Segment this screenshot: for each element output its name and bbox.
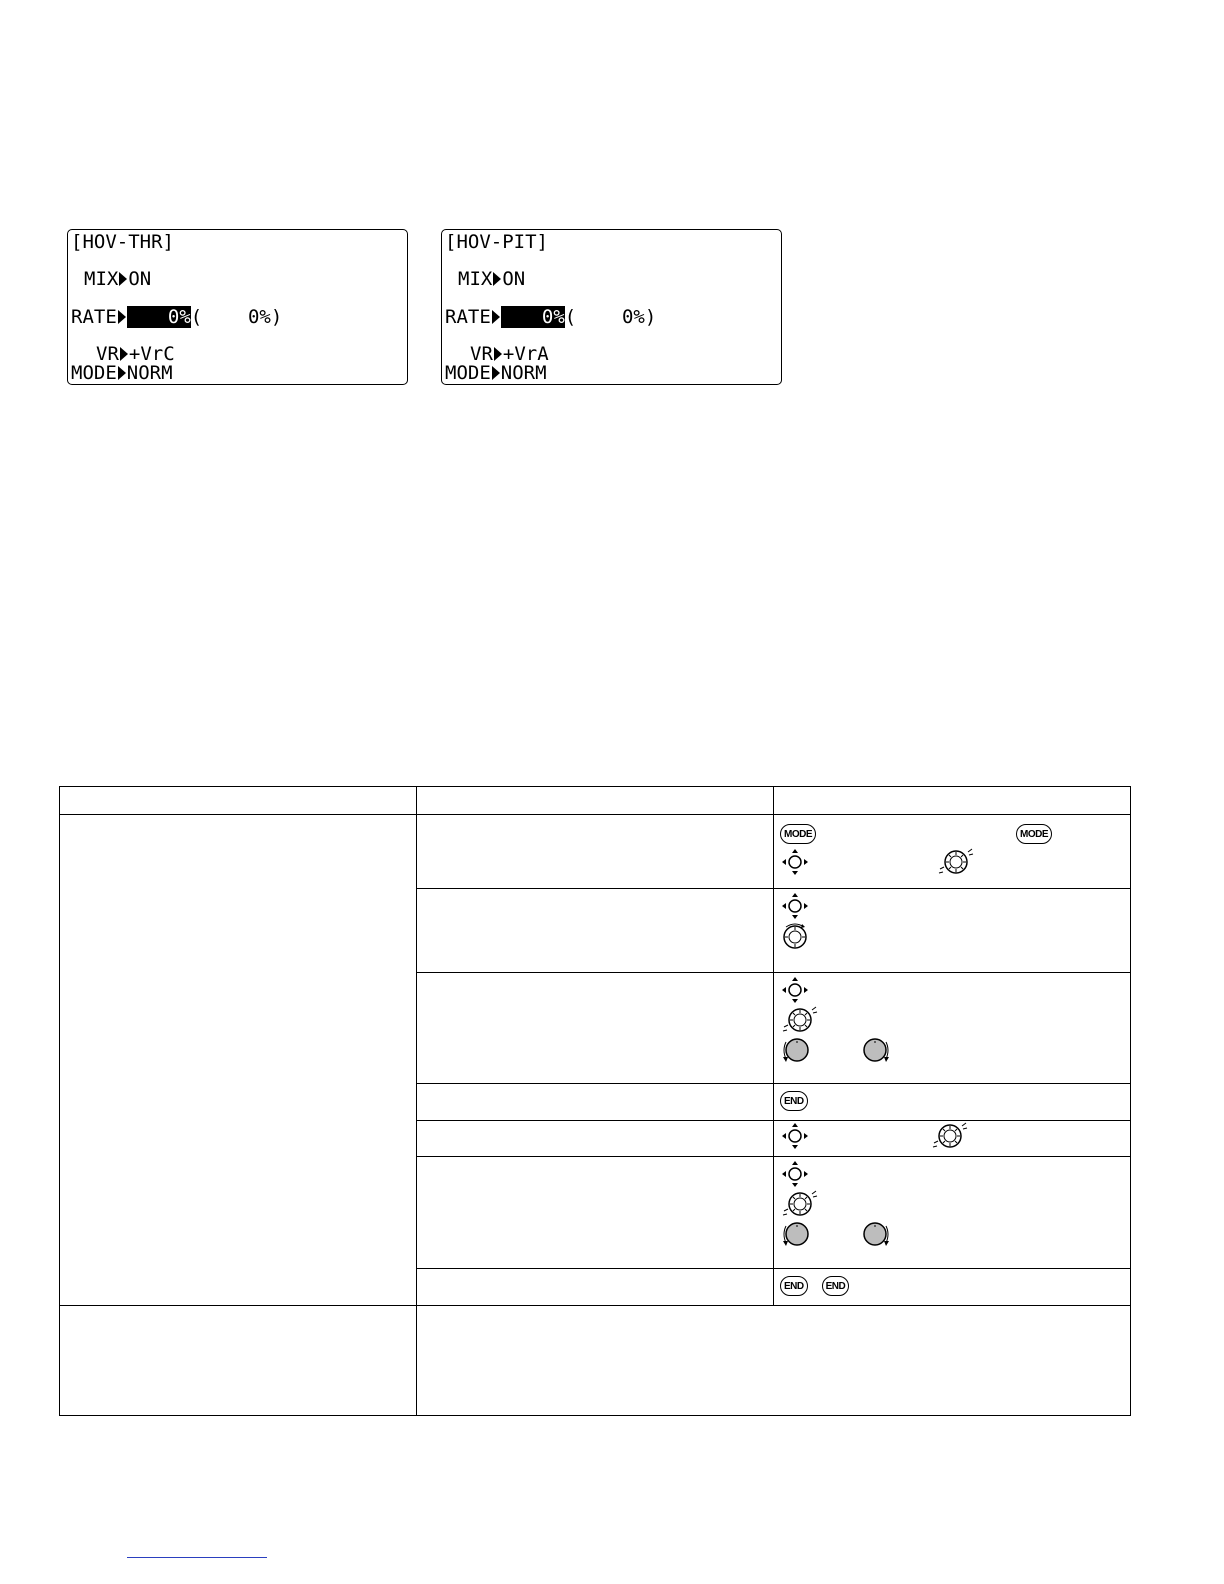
arrow-right-icon: [119, 272, 127, 286]
rate-row: [71, 306, 282, 328]
cursor-pad-icon[interactable]: [780, 847, 810, 881]
operation-cell: [774, 1121, 1131, 1157]
arrow-right-icon: [494, 347, 502, 361]
arrow-right-icon: [118, 366, 126, 380]
step-cell: [417, 1269, 774, 1306]
knob-left-icon[interactable]: [780, 1218, 812, 1254]
mode-value: NORM: [126, 362, 173, 384]
table-row: [60, 1306, 1131, 1416]
step-cell: [417, 1157, 774, 1269]
arrow-right-icon: [120, 347, 128, 361]
mode-label: MODE: [445, 362, 491, 384]
mix-value: ON: [128, 268, 152, 290]
footer-link-underline[interactable]: [127, 1557, 267, 1558]
step-cell: [417, 1121, 774, 1157]
cursor-pad-icon[interactable]: [780, 891, 810, 925]
rate-value: 0%: [127, 306, 191, 328]
step-cell: [417, 973, 774, 1084]
rate-label: RATE: [445, 306, 491, 328]
end-button[interactable]: END: [780, 1276, 808, 1296]
mix-row: [458, 268, 525, 290]
cursor-pad-icon[interactable]: [780, 1121, 810, 1155]
operation-cell: [774, 889, 1131, 973]
mode-button[interactable]: MODE: [1016, 824, 1052, 844]
arrow-right-icon: [492, 366, 500, 380]
dial-icon[interactable]: [780, 921, 810, 955]
step-cell: [417, 815, 774, 889]
rate-current: ( 0%): [564, 306, 657, 328]
notes-label-cell: [60, 1306, 417, 1416]
rate-label: RATE: [71, 306, 117, 328]
vr-label: VR: [96, 343, 119, 365]
cursor-pad-icon[interactable]: [780, 1159, 810, 1193]
notes-cell: [417, 1306, 1131, 1416]
rate-value: 0%: [501, 306, 565, 328]
instruction-table: [59, 786, 1131, 1416]
vr-value: +VrC: [128, 343, 175, 365]
mode-button[interactable]: MODE: [780, 824, 816, 844]
screen-title: [HOV-PIT]: [445, 231, 548, 253]
mode-label: MODE: [71, 362, 117, 384]
header-cell: [774, 787, 1131, 815]
dial-rotate-icon[interactable]: [936, 847, 976, 881]
mode-row: [445, 362, 547, 384]
arrow-right-icon: [492, 310, 500, 324]
knob-left-icon[interactable]: [780, 1034, 812, 1070]
rate-row: [445, 306, 656, 328]
end-button[interactable]: END: [822, 1276, 850, 1296]
mix-label: MIX: [84, 268, 119, 290]
lcd-screen-hov-pit: [441, 229, 782, 385]
step-cell: [417, 1084, 774, 1121]
dial-rotate-icon[interactable]: [930, 1121, 970, 1155]
cursor-pad-icon[interactable]: [780, 975, 810, 1009]
vr-label: VR: [470, 343, 493, 365]
arrow-right-icon: [493, 272, 501, 286]
mode-row: [71, 362, 173, 384]
operation-cell: [774, 815, 1131, 889]
header-cell: [417, 787, 774, 815]
vr-value: +VrA: [502, 343, 549, 365]
screen-title: [HOV-THR]: [71, 231, 174, 253]
table-header-row: [60, 787, 1131, 815]
lcd-screen-hov-thr: [67, 229, 408, 385]
arrow-right-icon: [118, 310, 126, 324]
operation-cell: [774, 1157, 1131, 1269]
mix-value: ON: [502, 268, 526, 290]
mix-row: [84, 268, 151, 290]
end-button[interactable]: END: [780, 1091, 808, 1111]
function-description-cell: [60, 815, 417, 1306]
header-cell: [60, 787, 417, 815]
operation-cell: [774, 1269, 1131, 1306]
knob-right-icon[interactable]: [860, 1034, 892, 1070]
rate-current: ( 0%): [190, 306, 283, 328]
operation-cell: [774, 1084, 1131, 1121]
knob-right-icon[interactable]: [860, 1218, 892, 1254]
operation-cell: [774, 973, 1131, 1084]
step-cell: [417, 889, 774, 973]
mode-value: NORM: [500, 362, 547, 384]
table-row: [60, 815, 1131, 889]
mix-label: MIX: [458, 268, 493, 290]
